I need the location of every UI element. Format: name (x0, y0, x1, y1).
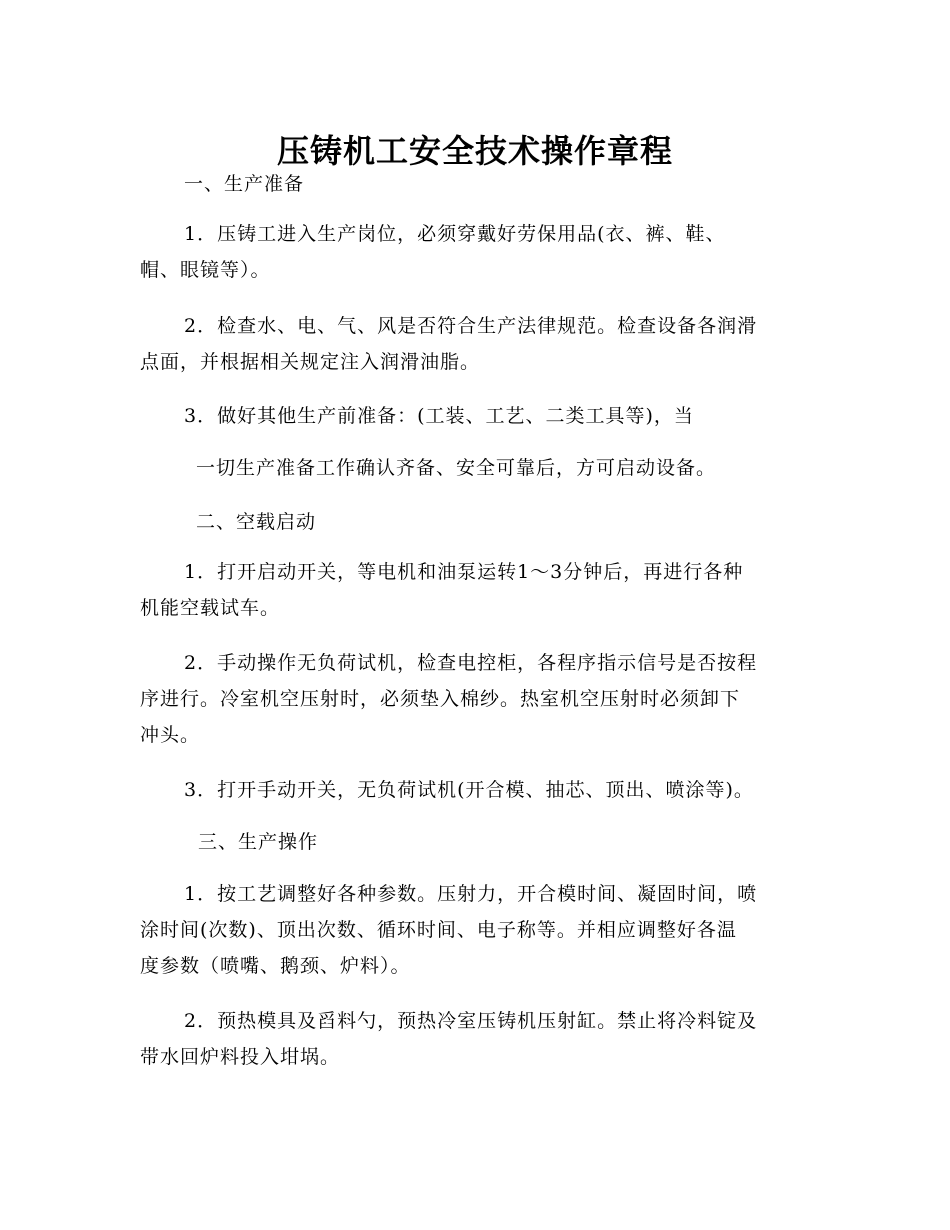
paragraph-line: 涂时间(次数)、顶出次数、循环时间、电子称等。并相应调整好各温 (140, 919, 737, 941)
paragraph-line: 点面，并根据相关规定注入润滑油脂。 (140, 351, 481, 373)
paragraph-line: 3．打开手动开关，无负荷试机(开合模、抽芯、顶出、喷涂等)。 (184, 779, 754, 801)
paragraph (140, 450, 812, 486)
document-title: 压铸机工安全技术操作章程 (276, 132, 673, 171)
paragraph (140, 876, 812, 984)
paragraph-line: 2．检查水、电、气、风是否符合生产法律规范。检查设备各润滑 (184, 315, 758, 337)
paragraph-line: 帽、眼镜等）。 (140, 259, 271, 281)
paragraph-line: 序进行。冷室机空压射时，必须垫入棉纱。热室机空压射时必须卸下 (140, 688, 741, 710)
paragraph-line: 机能空载试车。 (140, 597, 281, 619)
section-heading: 一、生产准备 (184, 173, 305, 195)
paragraph-line: 2．预热模具及舀料勺，预热冷室压铸机压射缸。禁止将冷料锭及 (184, 1010, 758, 1032)
paragraph-line: 3．做好其他生产前准备：(工装、工艺、二类工具等)，当 (184, 405, 694, 427)
paragraph-line: 带水回炉料投入坩埚。 (140, 1046, 341, 1068)
paragraph-line: 1．压铸工进入生产岗位，必须穿戴好劳保用品(衣、裤、鞋、 (184, 223, 726, 245)
paragraph (140, 554, 812, 626)
paragraph (140, 645, 812, 753)
section-heading: 三、生产操作 (198, 831, 319, 853)
paragraph (140, 772, 812, 808)
paragraph (140, 308, 812, 380)
paragraph-line: 2．手动操作无负荷试机，检查电控柜，各程序指示信号是否按程 (184, 652, 758, 674)
paragraph-line: 1．按工艺调整好各种参数。压射力，开合模时间、凝固时间，喷 (184, 883, 758, 905)
section-heading: 二、空载启动 (196, 511, 317, 533)
paragraph (140, 398, 812, 434)
paragraph-line: 冲头。 (140, 724, 201, 746)
paragraph (140, 1003, 812, 1075)
paragraph-line: 1．打开启动开关，等电机和油泵运转1～3分钟后，再进行各种 (184, 561, 744, 583)
paragraph-line: 一切生产准备工作确认齐备、安全可靠后，方可启动设备。 (196, 457, 717, 479)
paragraph-line: 度参数（喷嘴、鹅颈、炉料）。 (140, 955, 411, 977)
paragraph (140, 216, 812, 288)
